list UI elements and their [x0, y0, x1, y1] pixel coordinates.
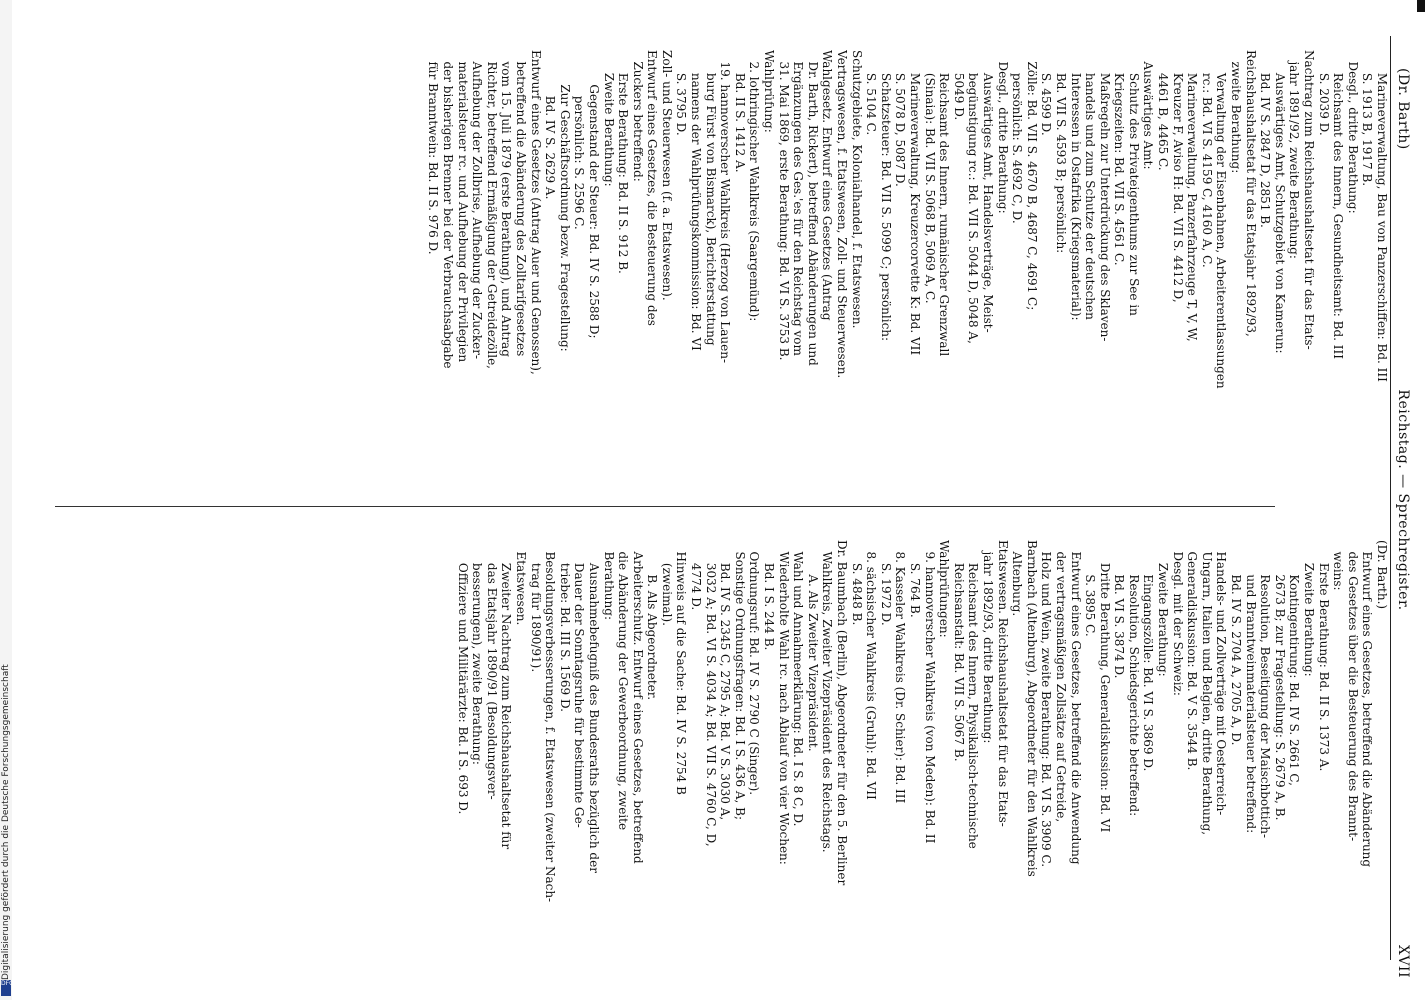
index-line: persönlich: S. 2596 C.: [572, 50, 587, 230]
index-line: und Branntweinmaterialsteuer betreffend:: [1243, 540, 1258, 834]
index-line: S. 3795 D.: [674, 50, 689, 136]
index-line: Hinweis auf die Sache: Bd. IV S. 2754 B: [674, 540, 689, 795]
index-line: S. 2039 D.: [1316, 50, 1331, 136]
index-line: Bd. IV S. 2629 A.: [543, 50, 558, 200]
index-line: 8. Kasseler Wahlkreis (Dr. Schier): Bd. III: [893, 540, 908, 804]
index-line: 4774 D.: [689, 540, 704, 611]
index-line: Bd. IV S. 2345 C, 2795 A; Bd. V S. 3030 A,: [718, 540, 733, 821]
dfg-logo: [1, 980, 14, 996]
scan-edge-mark: [1417, 0, 1425, 12]
index-line: Entwurf eines Gesetzes (Antrag Auer und Genossen),: [528, 50, 543, 375]
index-line: Dauer der Sonntagsruhe für bestimmte Ge-: [572, 540, 587, 828]
index-line: Holz und Wein, zweite Berathung: Bd. VI S. 3909 C.: [1039, 540, 1054, 868]
index-line: 4461 B, 4465 C.: [1156, 50, 1171, 171]
index-line: Zweite Berathung:: [1156, 540, 1171, 677]
index-line: Zuckers betreffend:: [630, 50, 645, 182]
index-line: Zweite Berathung:: [1302, 540, 1317, 677]
index-line: Wahlkreis, Zweiter Vizepräsident des Reichstags.: [820, 540, 835, 853]
index-line: Reichsamt des Innern, rumänischer Grenzwall: [937, 50, 952, 357]
index-line: Zweite Berathung:: [601, 50, 616, 187]
index-line: S. 764 B.: [908, 540, 922, 618]
index-line: Zweiter Nachtrag zum Reichshaushaltsetat für: [499, 540, 514, 850]
index-line: für Branntwein: Bd. II S. 976 D.: [426, 50, 441, 255]
index-line: Eingangszölle: Bd. VI S. 3869 D.: [1141, 540, 1156, 772]
index-line: Bd. II S. 1412 A.: [732, 50, 747, 173]
index-line: Entwurf eines Gesetzes, betreffend die Anwendung: [1068, 540, 1083, 865]
index-line: persönlich: S. 4692 C, D.: [1010, 50, 1025, 224]
index-line: Wahlprüfungen:: [937, 540, 952, 638]
index-line: Altenburg.: [1010, 540, 1025, 617]
index-line: (Sinaia): Bd. VII S. 5068 B, 5069 A, C.: [922, 50, 937, 304]
index-line: S. 4848 B.: [849, 540, 864, 626]
running-head-title: Reichstag. — Sprechregister.: [1395, 389, 1411, 611]
index-line: Marineverwaltung, Panzerfahrzeuge T, V, W,: [1185, 50, 1200, 342]
index-line: Desgl., dritte Berathung:: [1345, 50, 1360, 214]
index-line: Entwurf eines Gesetzes, die Besteuerung des: [645, 50, 660, 326]
index-line: jahr 1892/93, dritte Berathung:: [980, 540, 995, 744]
index-line: triebe: Bd. III S. 1569 D.: [557, 540, 572, 712]
index-line: Zoll- und Steuerwesen (f. a. Etatswesen).: [659, 50, 674, 301]
index-line: Verwaltung der Eisenbahnen, Arbeiterentlassungen: [1214, 50, 1229, 389]
index-line: Arbeiterschutz. Entwurf eines Gesetzes, betreffend: [630, 540, 645, 864]
index-line: Etatswesen.: [513, 540, 528, 626]
index-line: Wahl und Annahmeerklärung: Bd. I S. 8 C, D.: [791, 540, 806, 827]
index-line: Schatzsteuer: Bd. VII S. 5099 C; persönlich:: [878, 50, 893, 342]
index-line: Kreuzer F, Aviso H: Bd. VII S. 4412 D,: [1170, 50, 1185, 303]
index-line: Richter, betreffend Ermäßigung der Getreidezölle,: [484, 50, 499, 369]
index-line: 5049 D.: [951, 50, 966, 121]
index-line: der bisherigen Brenner bei der Verbrauchsabgabe: [441, 50, 455, 369]
index-line: 2673 B; zur Fragestellung: S. 2679 A, B.: [1272, 540, 1287, 821]
index-line: Barnbach (Altenburg), Abgeordneter für den Wahlkreis: [1024, 540, 1039, 877]
index-line: Besoldungsverbesserungen, f. Etatswesen (zweiter Nach-: [543, 540, 558, 903]
index-line: Interessen in Ostafrika (Kriegsmaterial):: [1068, 50, 1083, 321]
index-line: die Abänderung der Gewerbeordnung, zweite: [616, 540, 631, 831]
index-line: Gegenstand der Steuer: Bd. IV S. 2588 D;: [586, 50, 601, 339]
index-line: S. 5104 C.: [864, 50, 879, 136]
index-line: B. Als Abgeordneter.: [645, 540, 660, 701]
index-line: Schutzgebiete, Kolonialhandel, f. Etatswesen.: [849, 50, 864, 329]
index-line: zweite Berathung:: [1229, 50, 1244, 174]
left-column-lines: [426, 50, 1389, 488]
index-line: Bd. VII S. 4593 B; persönlich:: [1053, 50, 1068, 254]
index-line: rc.: Bd. VI S. 4159 C, 4160 A, C.: [1199, 50, 1214, 268]
digitization-footer: [0, 0, 12, 1000]
index-line: Dr. Baumbach (Berlin), Abgeordneter für den 5. Berliner: [835, 540, 850, 886]
index-line: Wahlprüfung:: [762, 50, 777, 133]
index-line: des Gesetzes über die Besteuerung des Brannt-: [1345, 540, 1360, 842]
index-line: Dritte Berathung, Generaldiskussion: Bd. VI: [1097, 540, 1112, 833]
index-line: materialsteuer rc. und Aufhebung der Privilegien: [455, 50, 470, 363]
index-line: Handels- und Zollverträge mit Oesterreich-: [1214, 540, 1229, 816]
left-column: [59, 50, 1389, 488]
index-line: Ungarn, Italien und Belgien, dritte Berathung,: [1199, 540, 1214, 836]
index-line: betreffend die Abänderung des Zolltarifgesetzes: [513, 50, 528, 357]
index-line: Berathung:: [601, 540, 616, 620]
index-line: Marineverwaltung, Kreuzercorvette K: Bd. VII: [908, 50, 922, 356]
index-line: Dr. Barth, Rickert), betreffend Abänderungen und: [805, 50, 820, 366]
index-line: S. 5078 D, 5087 D.: [893, 50, 908, 187]
index-line: Reichsanstalt: Bd. VII S. 5067 B.: [951, 540, 966, 762]
index-line: jahr 1891/92, zweite Berathung:: [1287, 50, 1302, 259]
index-line: handels und zum Schutze der deutschen: [1083, 50, 1098, 320]
index-line: vom 15. Juli 1879 (erste Berathung), und Antrag: [499, 50, 514, 357]
right-column-lines: [455, 540, 1389, 978]
index-line: Bd. IV S. 2847 D, 2851 B.: [1258, 50, 1273, 228]
index-line: Marineverwaltung, Bau von Panzerschiffen: Bd. III: [1375, 50, 1389, 382]
index-line: Reichsamt des Innern, Physikalisch-technische: [966, 540, 981, 849]
index-line: Reichsamt des Innern, Gesundheitsamt: Bd. III: [1331, 50, 1346, 359]
index-line: Resolution, Beseitigung der Maischbottich-: [1258, 540, 1273, 839]
index-line: Reichshaushaltsetat für das Etatsjahr 1892/93,: [1243, 50, 1258, 337]
index-line: Etatswesen. Reichshaushaltsetat für das Etats-: [995, 540, 1010, 827]
index-line: Kontingentirung: Bd. IV S. 2661 C,: [1287, 540, 1302, 786]
index-line: (Dr. Barth.): [1375, 540, 1389, 610]
index-line: Vertragswesen, f. Etatswesen, Zoll- und Steuerwesen.: [835, 50, 850, 379]
index-line: der vertragsmäßigen Zollsätze auf Getreide,: [1053, 540, 1068, 823]
index-line: Offiziere und Militärärzte: Bd. I S. 693 D.: [455, 540, 470, 815]
index-line: weins:: [1331, 540, 1346, 591]
index-line: namens der Wahlprüfungskommission: Bd. VI: [689, 50, 704, 351]
index-line: Maßregeln zur Unterdrückung des Sklaven-: [1097, 50, 1112, 342]
index-line: Auswärtiges Amt, Handelsverträge, Meist-: [980, 50, 995, 333]
page-number: XVII: [1395, 944, 1411, 978]
index-line: Erste Berathung: Bd. II S. 912 B.: [616, 50, 631, 274]
index-line: A. Als Zweiter Vizepräsident.: [805, 540, 820, 752]
index-line: das Etatsjahr 1890/91 (Besoldungsver-: [484, 540, 499, 800]
index-line: Desgl. mit der Schweiz:: [1170, 540, 1185, 696]
index-line: Generaldiskussion: Bd. V S. 3544 B.: [1185, 540, 1200, 771]
index-line: 8. sächsischer Wahlkreis (Gruhl): Bd. VII: [864, 540, 879, 800]
index-line: Ausnahmebefugniß des Bundesraths bezüglich der: [586, 540, 601, 873]
index-line: Schutz des Privateigenthums zur See in: [1126, 50, 1141, 316]
index-line: Entwurf eines Gesetzes, betreffend die Abänderung: [1360, 540, 1375, 868]
index-line: S. 1913 B, 1917 B.: [1360, 50, 1375, 187]
index-line: S. 4599 D.: [1039, 50, 1054, 136]
index-line: Resolution, Schiedsgerichte betreffend:: [1126, 540, 1141, 817]
index-line: Ergänzungen des Ges.'es für den Reichstag vom: [791, 50, 806, 356]
index-line: 2. lothringischer Wahlkreis (Saargemünd):: [747, 50, 762, 322]
index-line: Auswärtiges Amt, Schutzgebiet von Kamerun:: [1272, 50, 1287, 354]
column-divider: [55, 506, 1275, 507]
index-line: Auswärtiges Amt:: [1141, 50, 1156, 170]
index-line: Ordnungsruf: Bd. IV S. 2790 C (Singer).: [747, 540, 762, 796]
index-line: Sonstige Ordnungsfragen: Bd. I S. 436 A, B;: [732, 540, 747, 820]
index-line: Wiederholte Wahl rc. nach Ablauf von vier Wochen:: [776, 540, 791, 865]
index-line: Bd. VI S. 3874 D.: [1112, 540, 1127, 679]
dfg-logo-text: DFG: [1, 980, 14, 987]
index-line: besserungen), zweite Berathung:: [470, 540, 485, 765]
right-column: [59, 540, 1389, 978]
index-line: 3032 A; Bd. VI S. 4034 A; Bd. VII S. 4760 C, D,: [703, 540, 718, 847]
index-line: begünstigung rc.: Bd. VII S. 5044 D, 5048 A,: [966, 50, 981, 344]
running-head-left: (Dr. Barth): [1395, 68, 1411, 150]
index-line: Bd. I S. 244 B.: [762, 540, 777, 651]
index-line: 9. hannoverscher Wahlkreis (von Meden): Bd. II: [922, 540, 937, 844]
index-line: S. 1972 D.: [878, 540, 893, 626]
index-line: Nachtrag zum Reichshaushaltsetat für das Etats-: [1302, 50, 1317, 350]
index-line: Zölle: Bd. VII S. 4670 B, 4687 C, 4691 C;: [1024, 50, 1039, 311]
digitization-credit: Digitalisierung gefördert durch die Deutsche Forschungsgemeinschaft: [1, 664, 11, 980]
index-line: (zweimal).: [659, 540, 674, 626]
index-line: Desgl., dritte Berathung:: [995, 50, 1010, 214]
index-line: Erste Berathung: Bd. II S. 1373 A.: [1316, 540, 1331, 772]
index-line: 31. Mai 1869, erste Berathung: Bd. VI S. 3753 B.: [776, 50, 791, 361]
index-line: trag für 1890/91).: [528, 540, 543, 673]
index-line: Bd. IV S. 2704 A, 2705 A, D.: [1229, 540, 1244, 746]
index-line: S. 3895 C.: [1083, 540, 1098, 637]
index-line: burg Fürst von Bismarck), Berichterstattung: [703, 50, 718, 346]
index-line: Wahlgesetz. Entwurf eines Gesetzes (Antrag: [820, 50, 835, 321]
index-line: Kriegszeiten: Bd. VII S. 4561 C.: [1112, 50, 1127, 266]
index-line: 19. hannoverscher Wahlkreis (Herzog von Lauen-: [718, 50, 733, 364]
index-line: Zur Geschäftsordnung bezw. Fragestellung:: [557, 50, 572, 352]
index-line: Aufhebung der Zollbrise, Aufhebung der Zucker-: [470, 50, 485, 360]
header-rule: [1390, 36, 1391, 960]
